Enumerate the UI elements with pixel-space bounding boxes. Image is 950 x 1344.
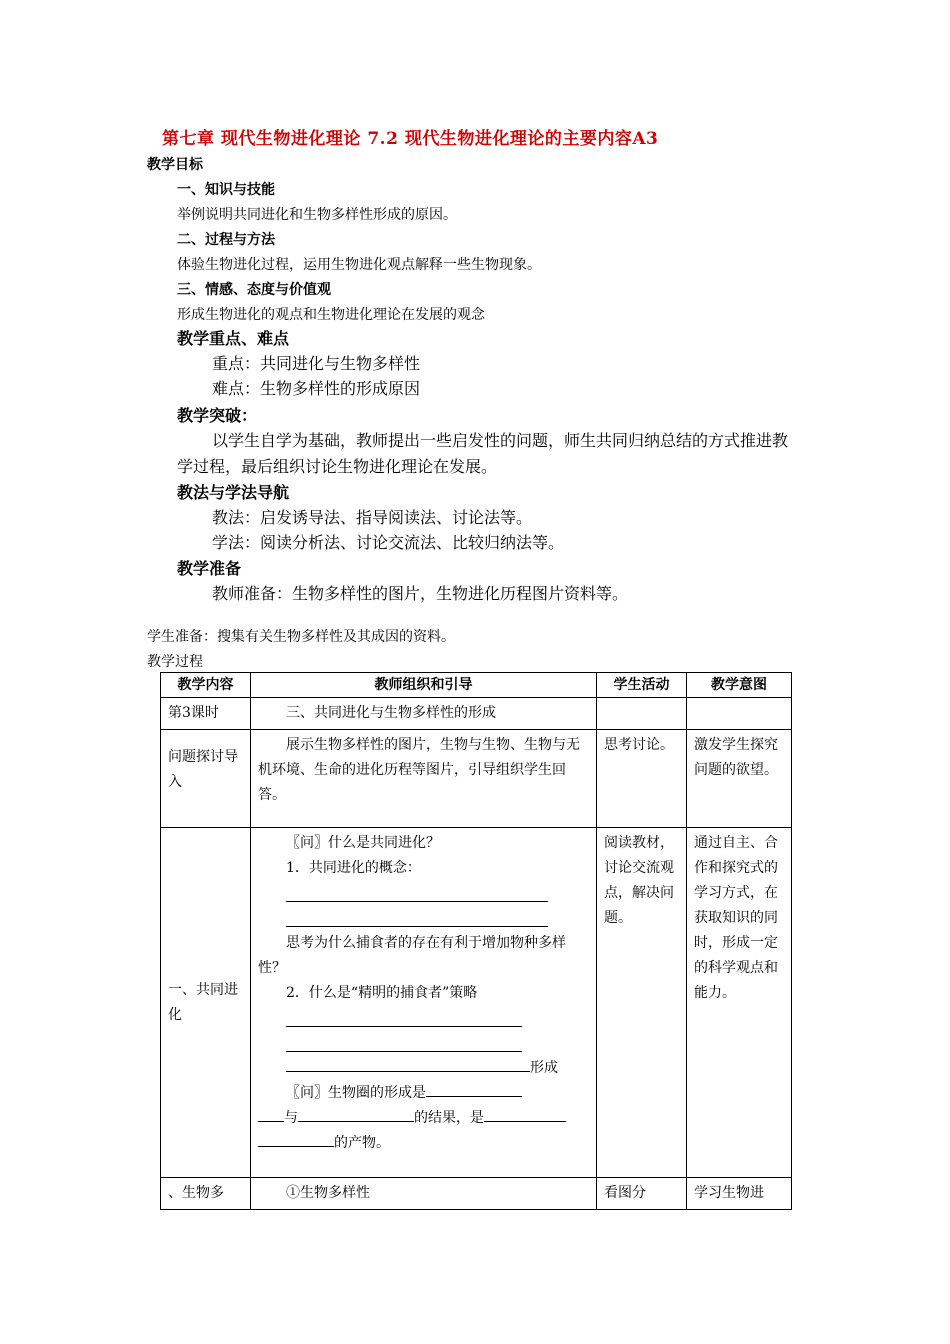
answer-blank[interactable] [258,1107,284,1122]
breakthrough-line1: 以学生自学为基础，教师提出一些启发性的问题，师生共同归纳总结的方式推进教 [212,431,789,450]
answer-blank[interactable] [286,1057,530,1072]
row4-guide: ①生物多样性 [251,1178,597,1210]
biosphere-question [258,1081,589,1106]
knowledge-text: 举例说明共同进化和生物多样性形成的原因。 [177,207,457,223]
row3-activity: 阅读教材，讨论交流观点，解决问题。 [597,828,687,1178]
preparation-heading: 教学准备 [177,559,242,578]
biosphere-and: 与 [284,1110,298,1126]
teaching-method: 教法：启发诱导法、指导阅读法、讨论法等。 [212,508,533,527]
student-preparation: 学生准备：搜集有关生物多样性及其成因的资料。 [147,629,455,645]
biosphere-question-start: 〖问〗生物圈的形成是 [286,1085,426,1101]
table-header-row [161,673,792,698]
answer-blank[interactable] [286,906,548,927]
form-line [286,1056,589,1081]
process-heading: 教学过程 [147,654,203,670]
row2-content: 问题探讨导入 [161,730,251,828]
answer-blank[interactable] [484,1107,566,1122]
key-points-heading: 教学重点、难点 [177,329,290,348]
biosphere-question-end [258,1131,589,1156]
row4-activity: 看图分 [597,1178,687,1210]
biosphere-question-cont [258,1106,589,1131]
answer-blank[interactable] [426,1082,522,1097]
header-guide: 教师组织和引导 [251,673,597,698]
row3-guide [251,828,597,1178]
objectives-heading: 教学目标 [147,157,203,173]
row1-activity [597,698,687,730]
row2-guide: 展示生物多样性的图片，生物与生物、生物与无机环境、生命的进化历程等图片，引导组织学生回答。 [251,730,597,828]
row3-content: 一、共同进化 [161,828,251,1178]
emotion-text: 形成生物进化的观点和生物进化理论在发展的观念 [177,307,485,323]
teaching-process-table [160,672,792,1210]
answer-blank[interactable] [298,1107,414,1122]
difficult-point: 难点：生物多样性的形成原因 [212,379,421,398]
key-point: 重点：共同进化与生物多样性 [212,354,421,373]
row1-guide: 三、共同进化与生物多样性的形成 [251,698,597,730]
row3-intent: 通过自主、合作和探究式的学习方式，在获取知识的同时，形成一定的科学观点和能力。 [687,828,792,1178]
row4-content: 、生物多 [161,1178,251,1210]
table-row [161,698,792,730]
table-row [161,730,792,828]
answer-blank[interactable] [258,1132,334,1147]
process-text: 体验生物进化过程，运用生物进化观点解释一些生物现象。 [177,257,541,273]
knowledge-heading: 一、知识与技能 [177,182,275,198]
co-evolution-concept: 1．共同进化的概念： [286,860,421,876]
document-title: 第七章 现代生物进化理论 7.2 现代生物进化理论的主要内容A3 [162,129,659,149]
row2-intent: 激发学生探究问题的欲望。 [687,730,792,828]
row1-content: 第3课时 [161,698,251,730]
teacher-preparation: 教师准备：生物多样性的图片，生物进化历程图片资料等。 [212,584,629,603]
table-row [161,828,792,1178]
process-heading: 二、过程与方法 [177,232,275,248]
predator-strategy: 2．什么是“精明的捕食者”策略 [286,985,478,1001]
row2-activity: 思考讨论。 [597,730,687,828]
answer-blank[interactable] [286,881,548,902]
table-row [161,1178,792,1210]
header-intent: 教学意图 [687,673,792,698]
emotion-heading: 三、情感、态度与价值观 [177,282,331,298]
header-content: 教学内容 [161,673,251,698]
header-activity: 学生活动 [597,673,687,698]
answer-blank[interactable] [286,1031,522,1052]
biosphere-result: 的结果，是 [414,1110,484,1126]
breakthrough-heading: 教学突破： [177,406,258,425]
co-evolution-question: 〖问〗什么是共同进化？ [286,835,440,851]
row1-intent [687,698,792,730]
breakthrough-line2: 学过程，最后组织讨论生物进化理论在发展。 [177,457,498,476]
methods-heading: 教法与学法导航 [177,483,290,502]
form-word: 形成 [530,1060,558,1076]
learning-method: 学法：阅读分析法、讨论交流法、比较归纳法等。 [212,533,565,552]
predator-question: 思考为什么捕食者的存在有利于增加物种多样性？ [258,935,566,976]
answer-blank[interactable] [286,1006,522,1027]
biosphere-product: 的产物。 [334,1135,390,1151]
row4-intent: 学习生物进 [687,1178,792,1210]
